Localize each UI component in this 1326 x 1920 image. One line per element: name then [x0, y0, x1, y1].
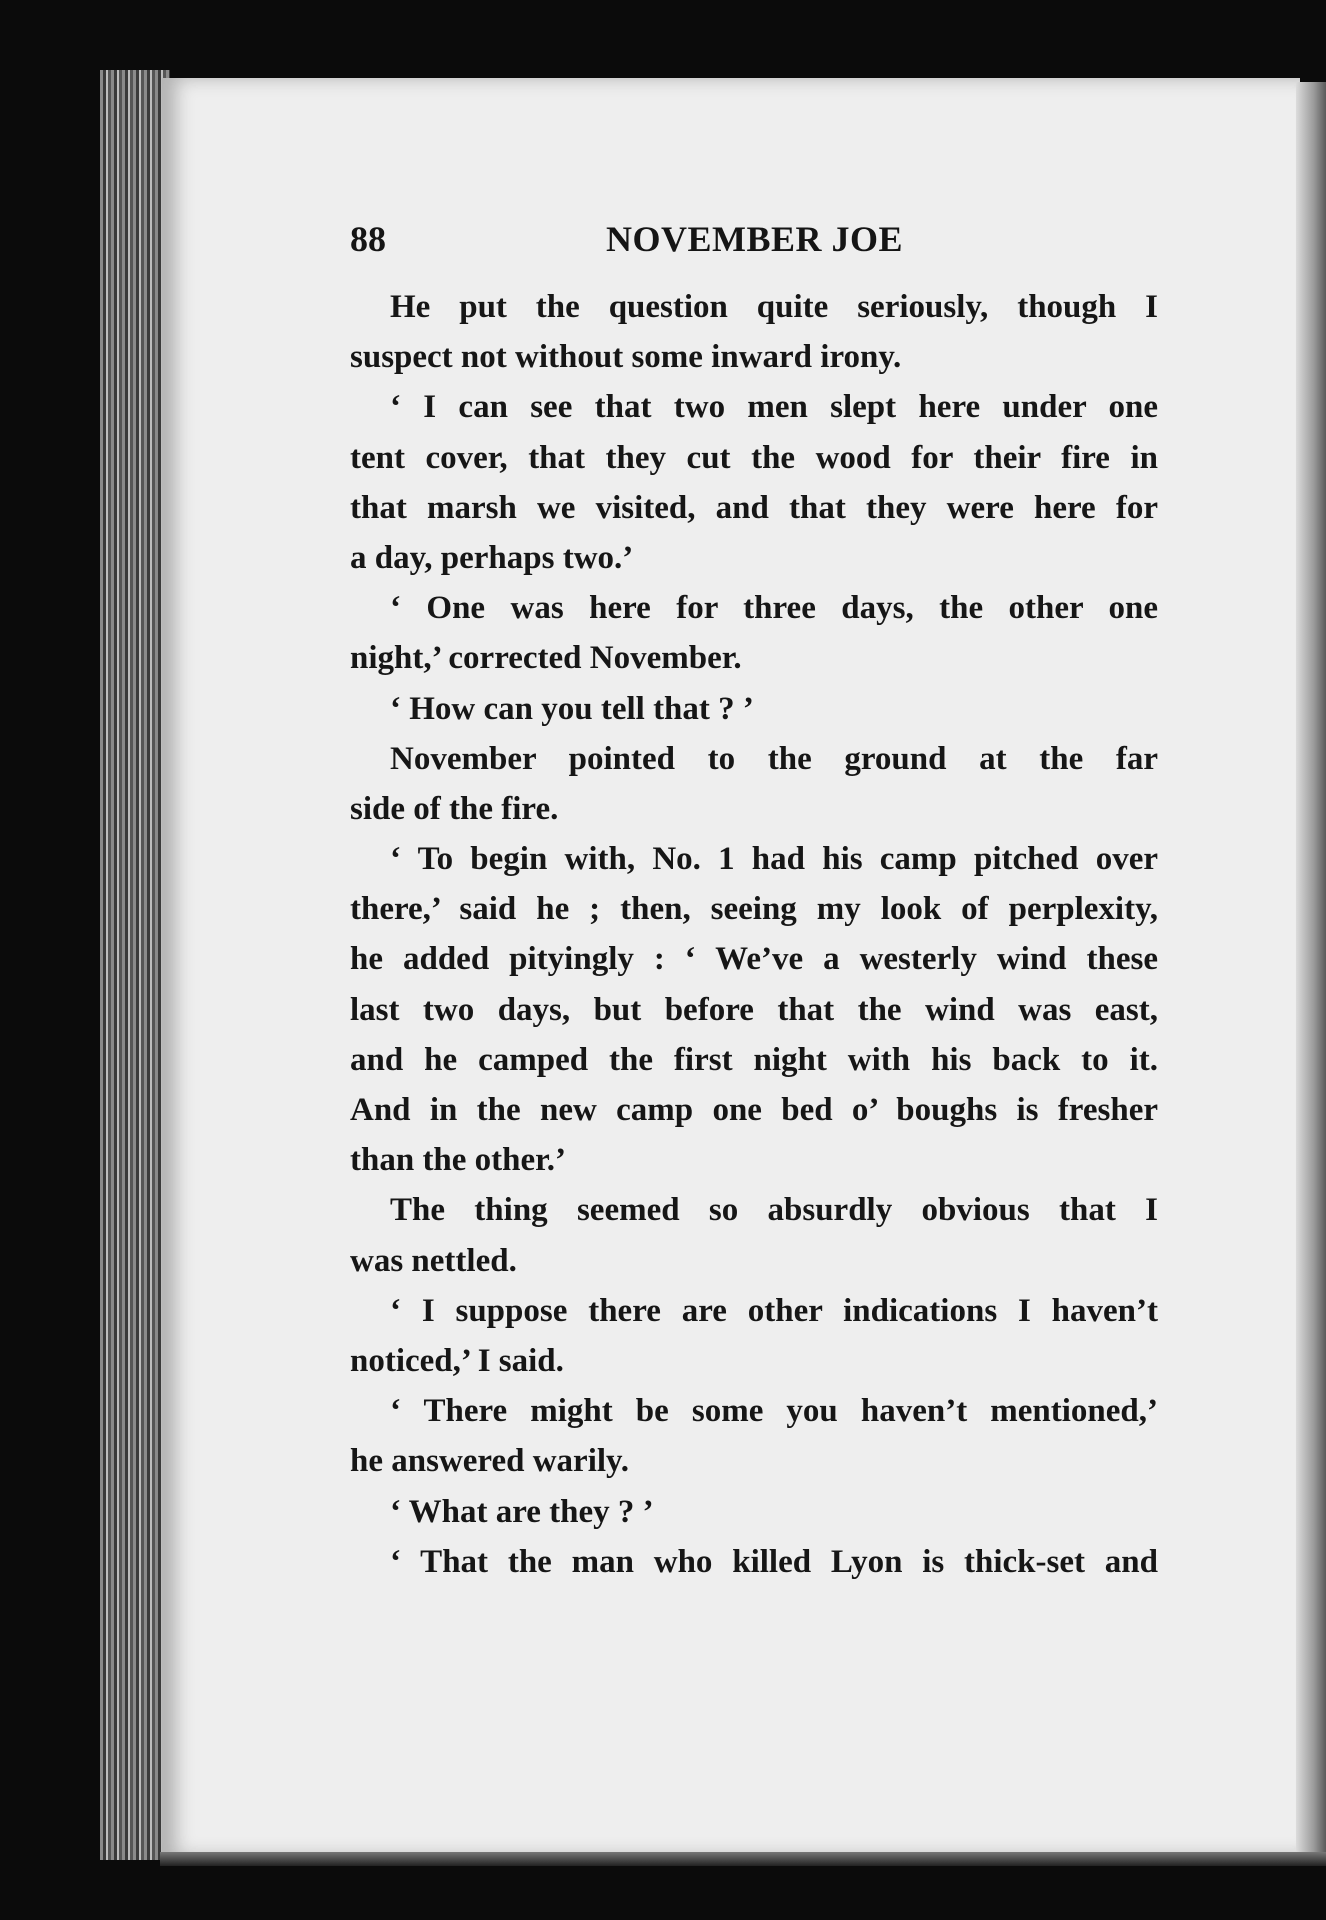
book-bottom-edge	[160, 1852, 1326, 1866]
text-line: ‘ One was here for three days, the other one	[390, 590, 1158, 627]
page-number: 88	[350, 219, 386, 259]
text-line: The thing seemed so absurdly obvious that I	[390, 1192, 1158, 1229]
book-page-edges	[100, 70, 170, 1860]
text-line: ‘ To begin with, No. 1 had his camp pitched over	[390, 841, 1158, 878]
text-line: a day, perhaps two.’	[350, 539, 634, 576]
text-line: ‘ I suppose there are other indications I haven’t	[390, 1292, 1158, 1329]
text-line: that marsh we visited, and that they were here for	[350, 489, 1158, 526]
text-line: November pointed to the ground at the far	[390, 740, 1158, 777]
text-line: last two days, but before that the wind was east,	[350, 991, 1158, 1028]
text-line: ‘ How can you tell that ? ’	[390, 690, 754, 727]
book-title: NOVEMBER JOE	[606, 219, 904, 259]
text-line: side of the fire.	[350, 790, 559, 827]
text-line: noticed,’ I said.	[350, 1342, 564, 1379]
text-line: He put the question quite seriously, though I	[390, 289, 1158, 325]
text-line: than the other.’	[350, 1142, 567, 1179]
text-line: tent cover, that they cut the wood for their fire in	[350, 439, 1158, 476]
text-line: ‘ There might be some you haven’t mentioned,’	[390, 1393, 1158, 1430]
text-line: there,’ said he ; then, seeing my look of perplexity,	[350, 891, 1158, 928]
text-line: ‘ That the man who killed Lyon is thick-set and	[390, 1543, 1158, 1580]
running-head	[350, 218, 1158, 268]
text-line: suspect not without some inward irony.	[350, 339, 902, 376]
text-line: and he camped the first night with his back to it.	[350, 1041, 1158, 1078]
book-right-edge	[1296, 82, 1326, 1852]
text-line: ‘ I can see that two men slept here under one	[390, 389, 1158, 426]
text-line: night,’ corrected November.	[350, 640, 742, 677]
text-line: he answered warily.	[350, 1443, 629, 1480]
text-line: ‘ What are they ? ’	[390, 1493, 654, 1530]
text-line: he added pityingly : ‘ We’ve a westerly wind these	[350, 941, 1158, 978]
body-text	[350, 282, 1158, 1587]
text-line: And in the new camp one bed o’ boughs is fresher	[350, 1092, 1158, 1128]
text-line: was nettled.	[350, 1242, 517, 1279]
